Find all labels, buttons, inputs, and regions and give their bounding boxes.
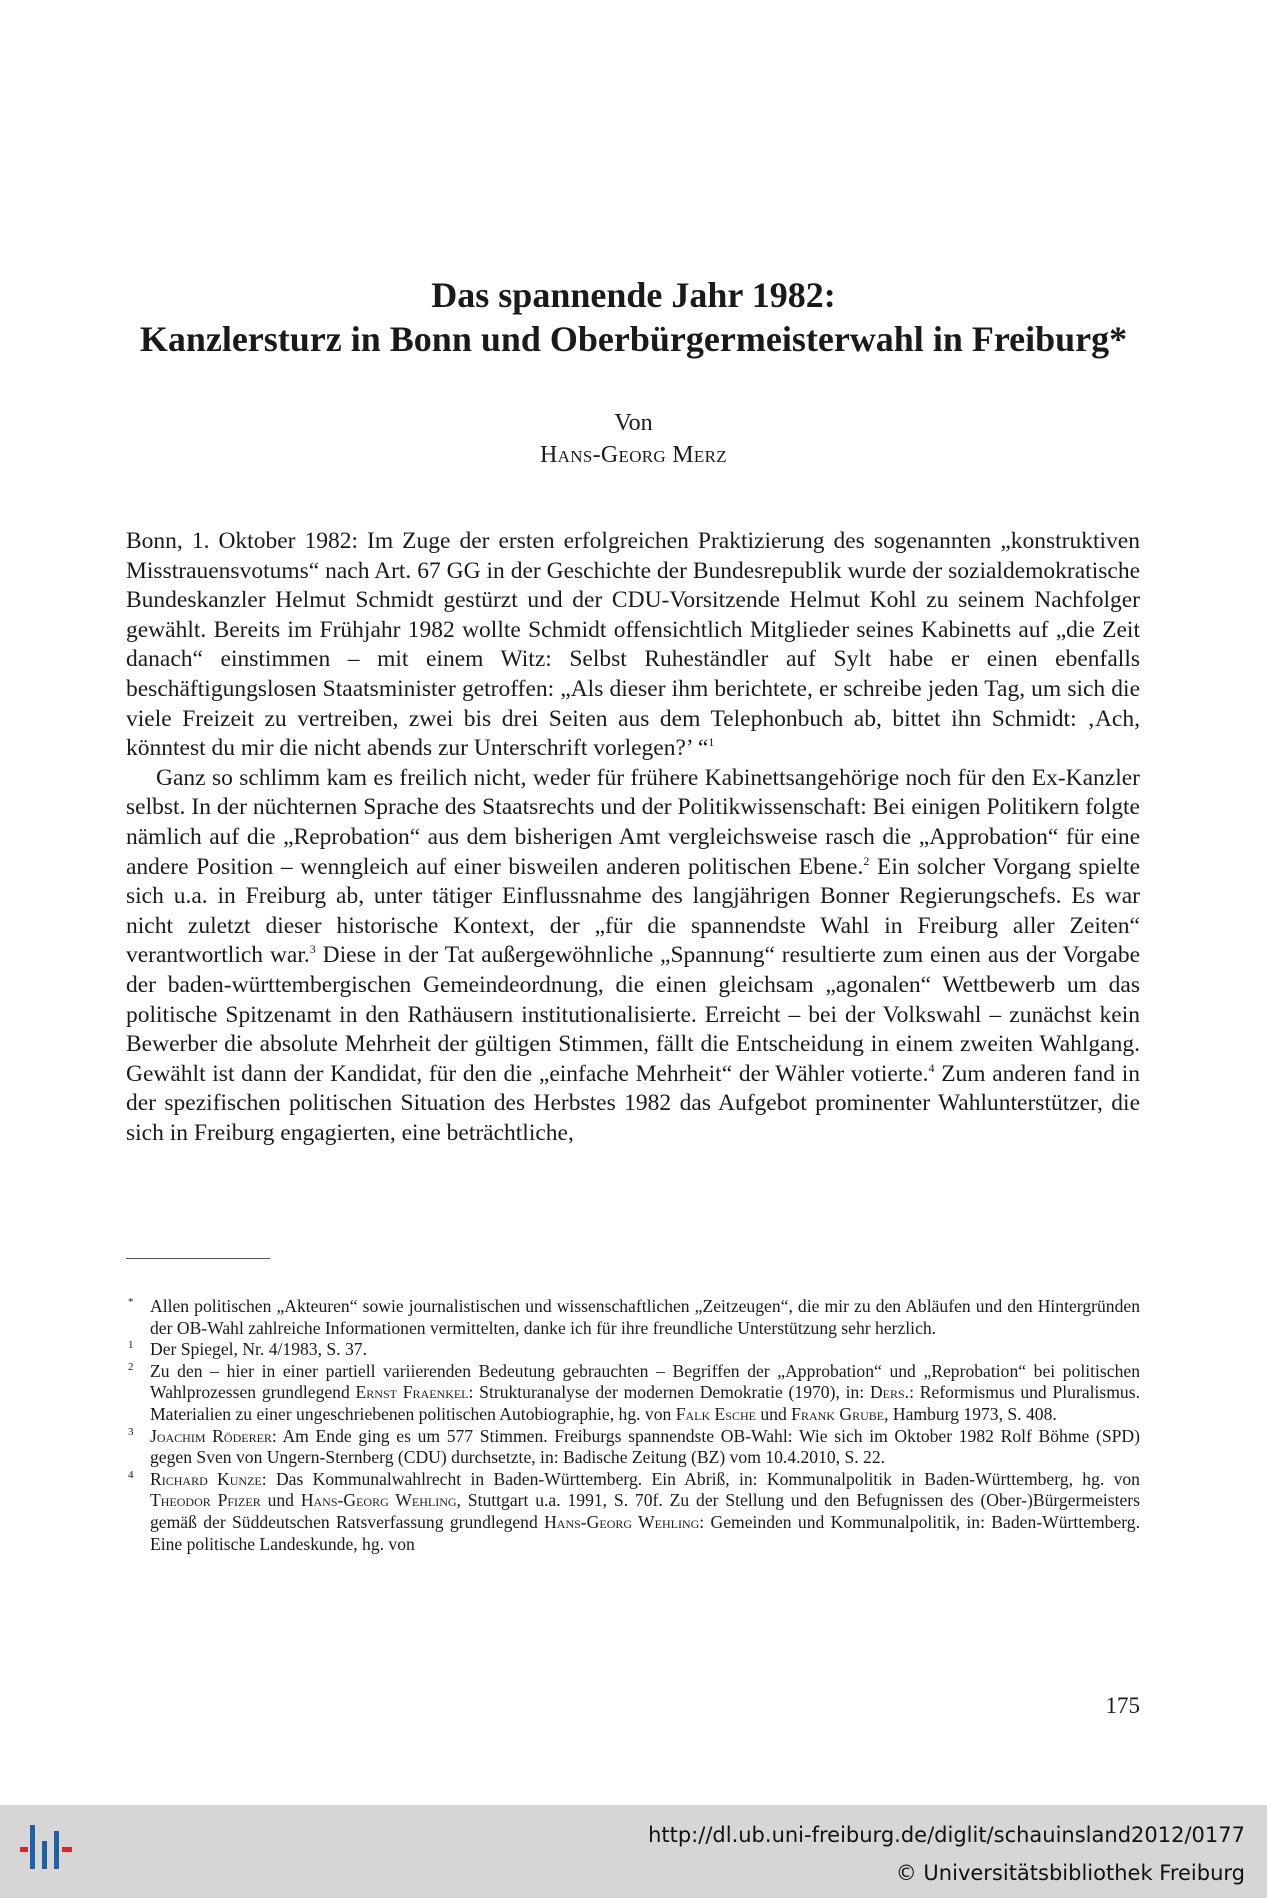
paragraph-2-text-b: Ein solcher Vorgang spielte sich u.a. in Freiburg ab, unter tätiger Einflussnahme des langjährigen Bonner Regierungschefs. Es war nicht zuletzt dieser historische Kontext, der „für die spannendste Wahl in Freiburg aller Zeiten“ verantwortlich war. [126, 853, 1141, 969]
footnote-ref-4: 4 [928, 1060, 935, 1075]
author-ref: Richard Kunze [150, 1468, 262, 1489]
title-line-2: Kanzlersturz in Bonn und Oberbürgermeisterwahl in Freiburg* [139, 319, 1128, 359]
footnote-3 [126, 1426, 1140, 1469]
footer-bar [0, 1805, 1267, 1898]
footnote-text: : Strukturanalyse der modernen Demokratie (1970), in: [468, 1382, 870, 1403]
footnote-ref-1: 1 [708, 735, 715, 750]
paragraph-2-text-d: Zum anderen fand in der spezifischen politischen Situation des Herbstes 1982 das Aufgebot prominenter Wahlunterstützer, die sich in Freiburg engagierten, eine beträchtliche, [126, 1060, 1140, 1146]
footnote-mark: * [128, 1296, 134, 1308]
logo-bar [20, 1847, 28, 1852]
author-ref: Frank Grube [791, 1403, 885, 1424]
footnote-text: Zu den – hier in einer partiell variierenden Bedeutung gebrauchten – Begriffen der „Approbation“ und „Reprobation“ bei politischen Wahlprozessen grundlegend [150, 1360, 1140, 1403]
page-number: 175 [1105, 1693, 1140, 1718]
body-text [126, 527, 1140, 1148]
footnote-text: : Das Kommunalwahlrecht in Baden-Württemberg. Ein Abriß, in: Kommunalpolitik in Baden-Württemberg, hg. von [261, 1468, 1140, 1489]
author-ref: Hans-Georg Wehling [544, 1511, 700, 1532]
author-ref: Joachim Röderer [150, 1425, 272, 1446]
copyright-notice: © Universitätsbibliothek Freiburg [895, 1861, 1245, 1885]
footnote-mark: 2 [128, 1360, 134, 1373]
paragraph-2 [126, 764, 1140, 1149]
footnote-text: Der Spiegel, Nr. 4/1983, S. 37. [150, 1339, 367, 1360]
author-ref: Ernst Fraenkel [355, 1382, 469, 1403]
author-ref: Falk Esche [675, 1403, 756, 1424]
footnote-ref-2: 2 [863, 853, 870, 868]
footnote-text: : Reformismus und Pluralismus. Materialien zu einer ungeschriebenen politischen Autobiographie, hg. von [150, 1382, 1140, 1424]
paragraph-2-text-a: Ganz so schlimm kam es freilich nicht, weder für frühere Kabinettsangehörige noch für den Ex-Kanzler selbst. In der nüchternen Sprache des Staatsrechts und der Politikwissenschaft: Bei einigen Politikern folgte nämlich auf die „Reprobation“ aus dem bisherigen Amt vergleichsweise rasch die „Approbation“ für eine andere Position – wenngleich auf einer bisweilen anderen politischen Ebene. [126, 764, 1140, 880]
footnote-text: und [755, 1403, 792, 1424]
footnotes [126, 1296, 1140, 1555]
author-name: Hans-Georg Merz [540, 442, 727, 468]
ub-freiburg-logo-icon[interactable] [20, 1817, 80, 1877]
author-ref: Hans-Georg Wehling [300, 1490, 457, 1511]
footnote-text: und [260, 1490, 301, 1511]
title-line-1: Das spannende Jahr 1982: [431, 275, 836, 315]
footnote-ref-3: 3 [309, 942, 316, 957]
footnote-2 [126, 1361, 1140, 1426]
author-ref: Ders. [869, 1382, 910, 1403]
footnote-text: : Gemeinden und Kommunalpolitik, in: Baden-Württemberg. Eine politische Landeskunde, hg. von [150, 1511, 1140, 1554]
footnote-text: , Stuttgart u.a. 1991, S. 70f. Zu der Stellung und den Befugnissen des (Ober-)Bürgermeisters gemäß der Süddeutschen Ratsverfassung grundlegend [150, 1490, 1141, 1532]
footnote-4 [126, 1469, 1140, 1555]
footnote-mark: 1 [128, 1339, 134, 1352]
footnote-mark: 3 [128, 1425, 134, 1438]
footnote-1 [126, 1339, 1140, 1361]
footnote-text: , Hamburg 1973, S. 408. [884, 1403, 1057, 1424]
byline-von: Von [614, 410, 653, 436]
paragraph-1 [126, 527, 1140, 764]
footnote-star [126, 1296, 1140, 1339]
footnote-text: Allen politischen „Akteuren“ sowie journalistischen und wissenschaftlichen „Zeitzeugen“, die mir zu den Abläufen und den Hintergründen der OB-Wahl zahlreiche Informationen vermittelten, danke ich für ihre freundliche Unterstützung sehr herzlich. [150, 1296, 1140, 1338]
logo-bar [30, 1825, 35, 1869]
paragraph-2-text-c: Diese in der Tat außergewöhnliche „Spannung“ resultierte zum einen aus der Vorgabe der baden-württembergischen Gemeindeordnung, die einen gleichsam „agonalen“ Wettbewerb um das politische Spitzenamt in den Rathäusern institutionalisierte. Erreicht – bei der Volkswahl – zunächst kein Bewerber die absolute Mehrheit der gültigen Stimmen, fällt die Entscheidung in einem zweiten Wahlgang. Gewählt ist dann der Kandidat, für den die „einfache Mehrheit“ der Wähler votierte. [126, 942, 1140, 1087]
footnote-text: : Am Ende ging es um 577 Stimmen. Freiburgs spannendste OB-Wahl: Wie sich im Oktober 1982 Rolf Böhme (SPD) gegen Sven von Ungern-Sternberg (CDU) durchsetzte, in: Badische Zeitung (BZ) vom 10.4.2010, S. 22. [150, 1425, 1140, 1468]
logo-bar [54, 1831, 59, 1869]
author-ref: Theodor Pfizer [150, 1490, 261, 1511]
logo-bar [62, 1847, 72, 1852]
paragraph-1-text: Bonn, 1. Oktober 1982: Im Zuge der ersten erfolgreichen Praktizierung des sogenannten „konstruktiven Misstrauensvotums“ nach Art. 67 GG in der Geschichte der Bundesrepublik wurde der sozialdemokratische Bundeskanzler Helmut Schmidt gestürzt und der CDU-Vorsitzende Helmut Kohl zu seinem Nachfolger gewählt. Bereits im Frühjahr 1982 wollte Schmidt offensichtlich Mitglieder seines Kabinetts auf „die Zeit danach“ einstimmen – mit einem Witz: Selbst Ruheständler auf Sylt habe er einen ebenfalls beschäftigungslosen Staatsminister getroffen: „Als dieser ihm berichtete, er schreibe jeden Tag, um sich die viele Freizeit zu vertreiben, zwei bis drei Seiten aus dem Telephonbuch ab, bittet ihn Schmidt: ‚Ach, könntest du mir die nicht abends zur Unterschrift vorlegen?’ “ [126, 528, 1140, 762]
footnote-mark: 4 [128, 1468, 134, 1481]
permalink-link[interactable]: http://dl.ub.uni-freiburg.de/diglit/schauinsland2012/0177 [648, 1823, 1245, 1847]
footnote-divider [126, 1258, 270, 1259]
logo-bar [42, 1841, 47, 1869]
